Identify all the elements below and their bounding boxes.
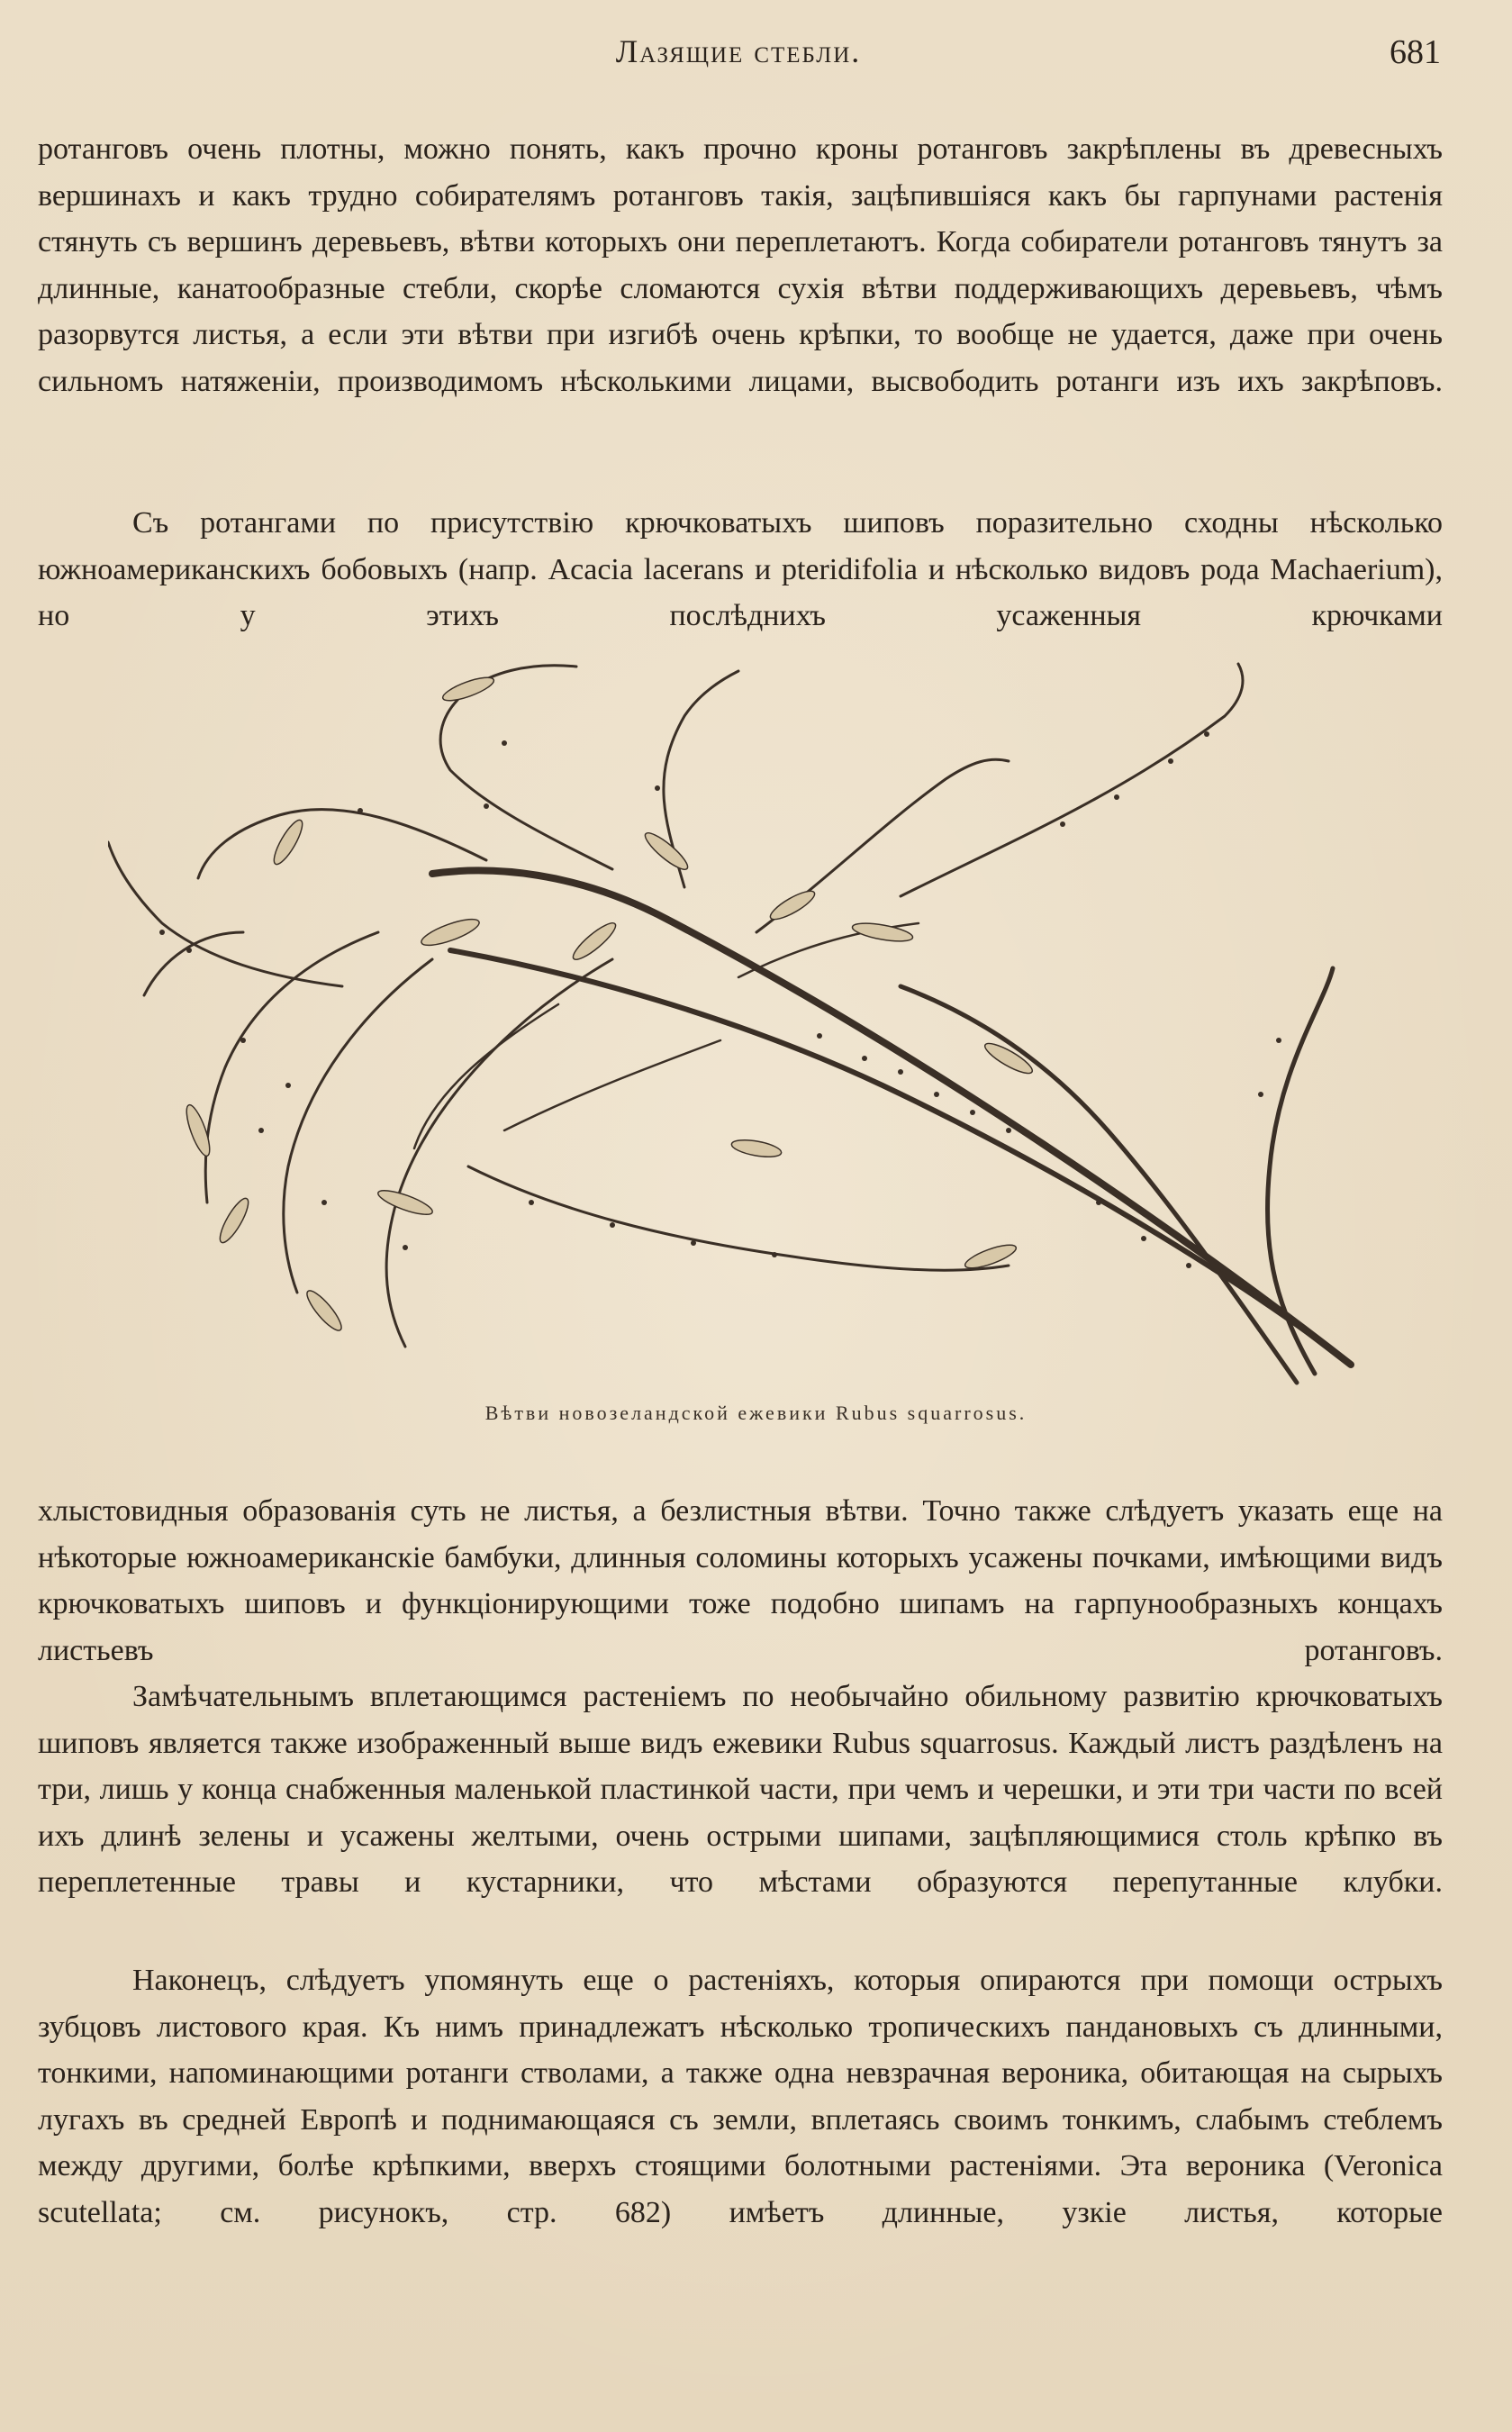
paragraph-rubus: Замѣчательнымъ вплетающимся растеніемъ по необычайно обильному развитію крючковатыхъ шиповъ является также изображенный выше видъ ежевики Rubus squarrosus. Каждый листъ раздѣленъ на три, лишь у конца снабженныя маленькой пластинкой части, при чемъ и черешки, и эти три части по всей ихъ длинѣ зелены и усажены желтыми, очень острыми шипами, зацѣпляющимися столь крѣпко въ переплетенные травы и кустарники, что мѣстами образуются перепутанные клубки. xyxy=(38,1680,1443,1899)
bramble-branches-drawing xyxy=(108,662,1387,1401)
page-number: 681 xyxy=(1390,33,1441,71)
figure-caption: Вѣтви новозеландской ежевики Rubus squarrosus. xyxy=(484,1402,1028,1424)
paragraph-veronica: Наконецъ, слѣдуетъ упомянуть еще о растеніяхъ, которыя опираются при помощи острыхъ зубцовъ листового края. Къ нимъ принадлежатъ нѣсколько тропическихъ пандановыхъ съ длинными, тонкими, напоминающими ротанги стволами, а также одна невзрачная вероника, обитающая на сырыхъ лугахъ въ средней Европѣ и поднимающаяся съ земли, вплетаясь своимъ тонкимъ, слабымъ стеблемъ между другими, болѣе крѣпкими, вверхъ стоящими болотными растеніями. Эта вероника (Veronica scutellata; см. рисунокъ, стр. 682) имѣетъ длинные, узкіе листья, которые xyxy=(38,1964,1443,2229)
running-head xyxy=(36,32,1441,77)
running-title: Лазящие стебли. xyxy=(615,33,862,69)
rubus-illustration xyxy=(108,662,1387,1401)
paragraph-whip-branches: хлыстовидныя образованія суть не листья, а безлистныя вѣтви. Точно также слѣдуетъ указать еще на нѣкоторые южноамериканскіе бамбуки, длинныя соломины которыхъ усажены почками, имѣющими видъ крючковатыхъ шиповъ и функціонирующими тоже подобно шипамъ на гарпунообразныхъ концахъ листьевъ ротанговъ. xyxy=(38,1494,1443,1667)
paragraph-acacia: Съ ротангами по присутствію крючковатыхъ шиповъ поразительно сходны нѣсколько южноамериканскихъ бобовыхъ (напр. Acacia lacerans и pteridifolia и нѣсколько видовъ рода Machaerium), но у этихъ послѣднихъ усаженныя крючками xyxy=(38,506,1443,632)
paragraph-continuation: ротанговъ очень плотны, можно понять, какъ прочно кроны ротанговъ закрѣплены въ древесныхъ вершинахъ и какъ трудно собирателямъ ротанговъ такія, зацѣпившіяся какъ бы гарпунами растенія стянуть съ вершинъ деревьевъ, вѣтви которыхъ они переплетаютъ. Когда собиратели ротанговъ тянутъ за длинные, канатообразные стебли, скорѣе сломаются сухія вѣтви поддерживающихъ деревьевъ, чѣмъ разорвутся листья, а если эти вѣтви при изгибѣ очень крѣпки, то вообще не удается, даже при очень сильномъ натяженіи, производимомъ нѣсколькими лицами, высвободить ротанги изъ ихъ закрѣповъ. xyxy=(38,132,1443,398)
